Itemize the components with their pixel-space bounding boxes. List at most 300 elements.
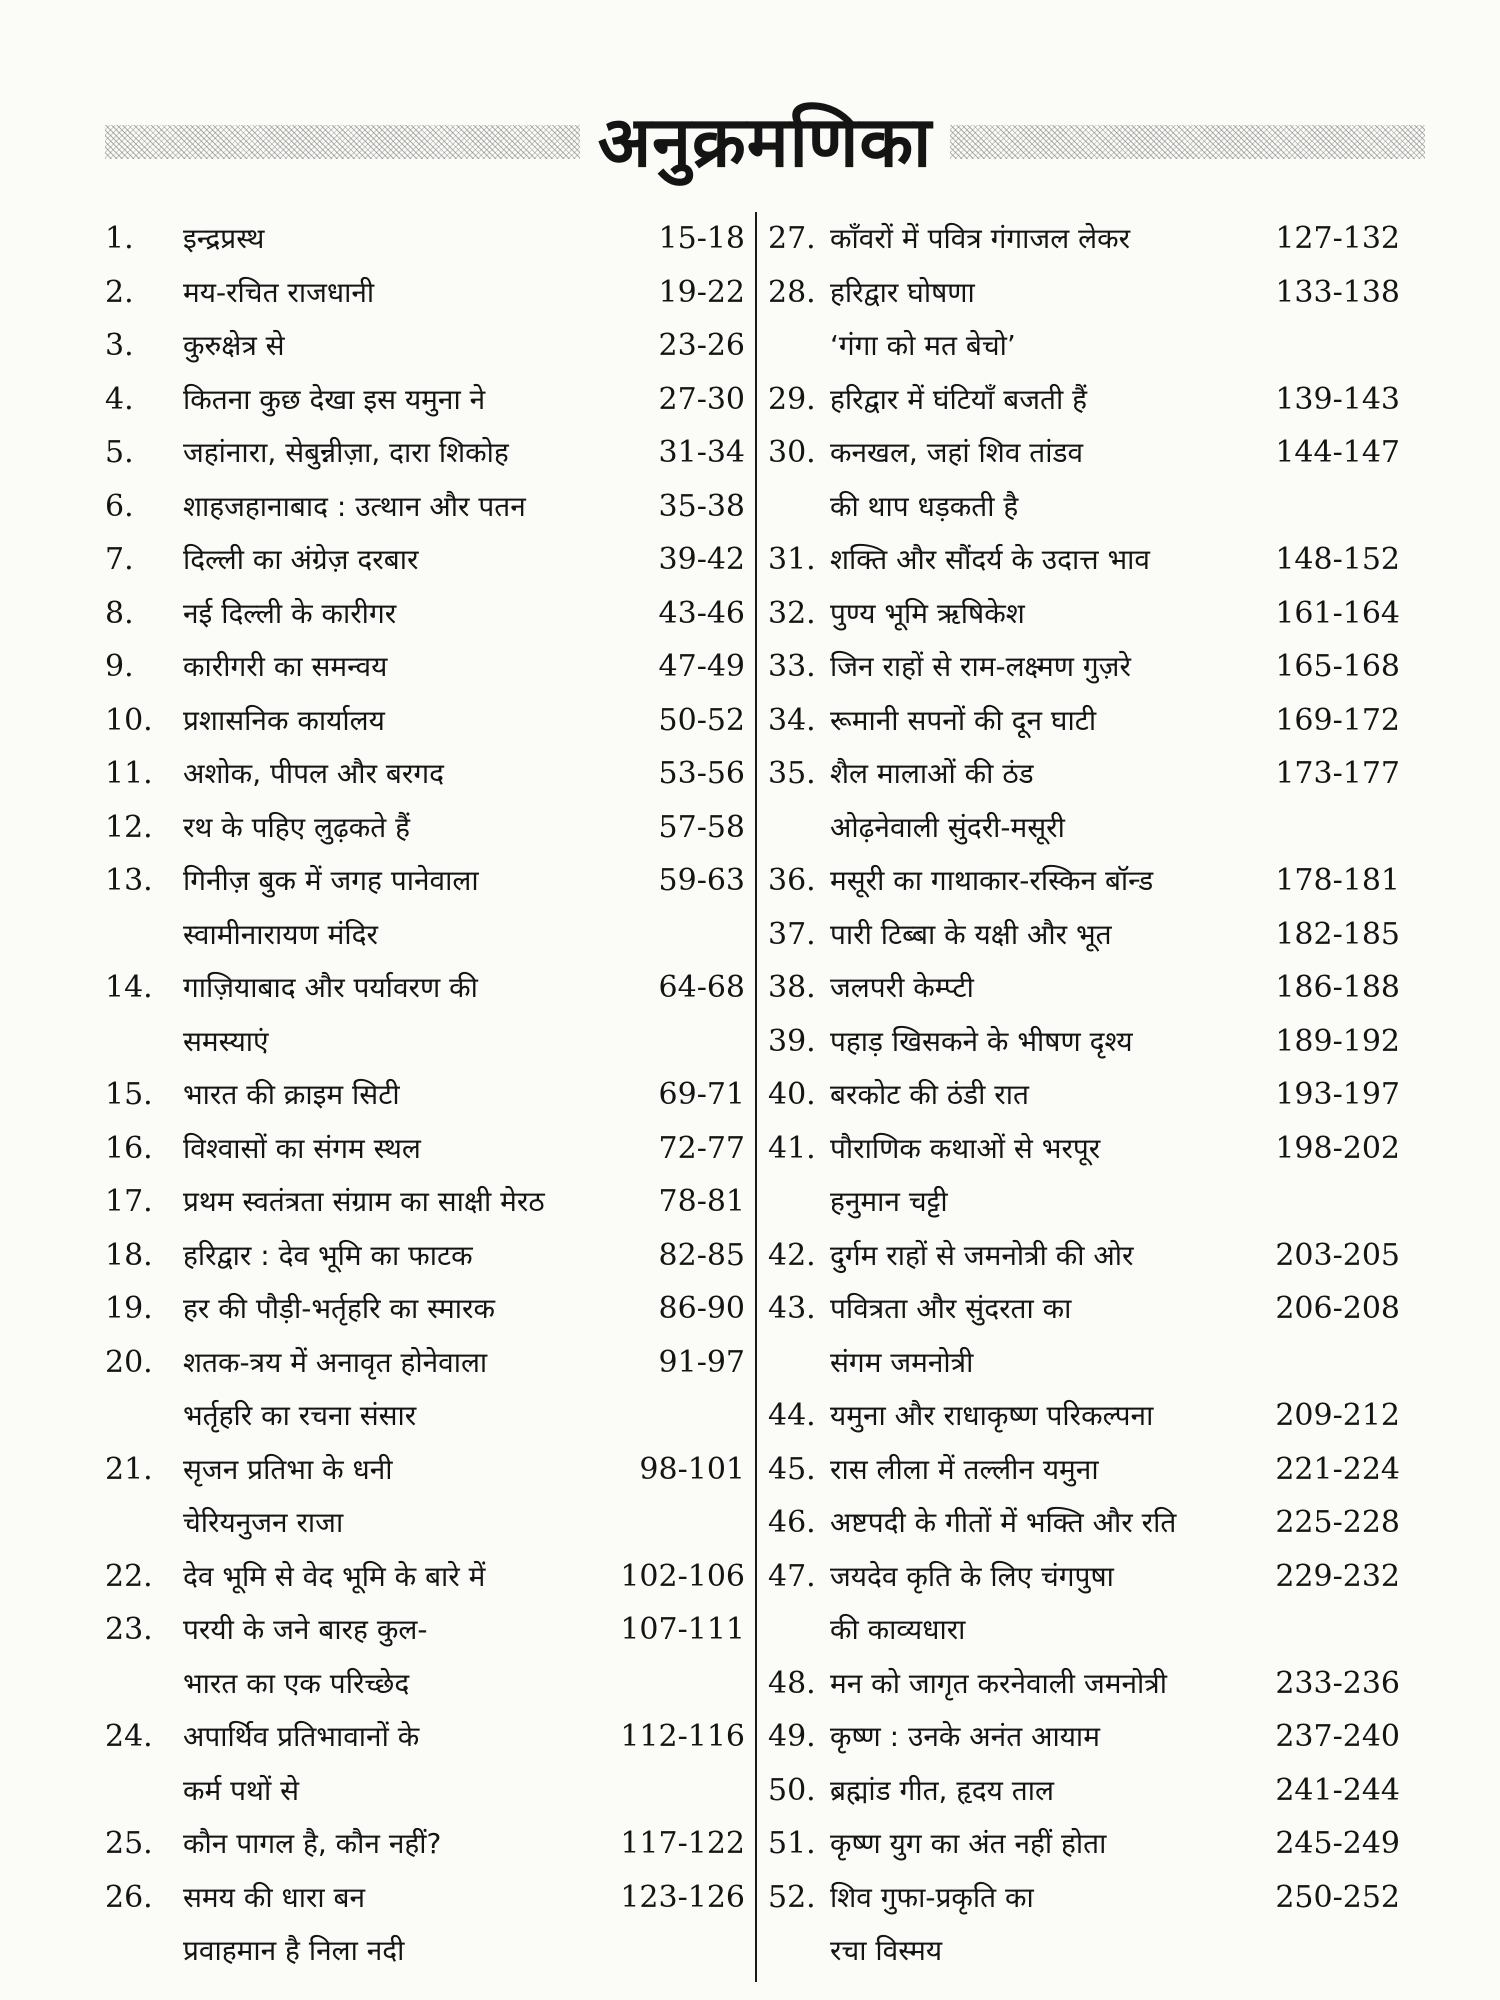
entry-pages: 165-168 xyxy=(1275,649,1400,684)
entry-title: कारीगरी का समन्वय xyxy=(183,650,388,683)
entry-pages: 250-252 xyxy=(1275,1879,1400,1915)
entry-number: 39. xyxy=(768,1023,816,1059)
toc-entry-line xyxy=(768,908,1400,962)
entry-title: ओढ़नेवाली सुंदरी-मसूरी xyxy=(830,810,1065,844)
entry-pages: 43-46 xyxy=(658,595,745,631)
entry-title: समय की धारा बन xyxy=(183,1880,366,1914)
toc-entry-line xyxy=(768,1764,1400,1818)
toc-entry-line xyxy=(105,1496,745,1550)
entry-title: शिव गुफा-प्रकृति का xyxy=(830,1880,1034,1914)
toc-entry-line xyxy=(105,1550,745,1604)
entry-number: 20. xyxy=(105,1344,153,1380)
toc-entry-line xyxy=(105,1871,745,1925)
entry-number: 35. xyxy=(768,756,816,791)
entry-pages: 209-212 xyxy=(1275,1398,1400,1433)
entry-title: कौन पागल है, कौन नहीं? xyxy=(183,1827,442,1860)
toc-entry xyxy=(768,747,1400,854)
entry-pages: 86-90 xyxy=(658,1291,745,1326)
entry-number: 25. xyxy=(105,1826,153,1861)
entry-title: पुण्य भूमि ऋषिकेश xyxy=(830,596,1025,630)
toc-entry xyxy=(768,266,1400,373)
entry-title: शाहजहानाबाद : उत्थान और पतन xyxy=(183,489,526,523)
entry-pages: 57-58 xyxy=(658,809,745,845)
toc-entry-line xyxy=(768,373,1400,427)
entry-number: 12. xyxy=(105,809,153,845)
toc-entry xyxy=(768,1496,1400,1550)
entry-number: 30. xyxy=(768,435,816,470)
toc-entry-line xyxy=(105,373,745,427)
toc-entry-line xyxy=(105,1710,745,1764)
entry-number xyxy=(105,1496,183,1550)
entry-number: 17. xyxy=(105,1184,153,1219)
toc-entry-line xyxy=(105,1175,745,1229)
entry-title: विश्वासों का संगम स्थल xyxy=(183,1131,421,1165)
entry-pages: 186-188 xyxy=(1275,970,1400,1005)
entry-number xyxy=(768,1603,830,1657)
entry-pages: 206-208 xyxy=(1275,1291,1400,1326)
entry-pages: 23-26 xyxy=(658,328,745,363)
toc-entry xyxy=(768,1443,1400,1497)
toc-entry-line xyxy=(768,480,1400,534)
entry-pages: 78-81 xyxy=(658,1184,745,1219)
toc-entry xyxy=(105,1443,745,1550)
entry-pages: 133-138 xyxy=(1275,274,1400,310)
contents-column-left xyxy=(105,212,745,1978)
entry-number: 40. xyxy=(768,1077,816,1112)
entry-pages: 31-34 xyxy=(658,435,745,470)
entry-pages: 102-106 xyxy=(620,1558,745,1594)
entry-pages: 72-77 xyxy=(658,1130,745,1166)
entry-pages: 112-116 xyxy=(620,1719,745,1754)
entry-title: गिनीज़ बुक में जगह पानेवाला xyxy=(183,864,479,897)
entry-number: 13. xyxy=(105,863,153,898)
toc-entry-line xyxy=(768,212,1400,266)
entry-title: स्वामीनारायण मंदिर xyxy=(183,917,378,951)
toc-entry-line xyxy=(768,694,1400,748)
toc-entry-line xyxy=(768,1122,1400,1176)
entry-number: 43. xyxy=(768,1291,816,1326)
entry-number: 16. xyxy=(105,1130,153,1166)
toc-entry-line xyxy=(105,961,745,1015)
toc-entry-line xyxy=(768,1229,1400,1283)
entry-pages: 117-122 xyxy=(620,1826,745,1861)
toc-entry-line xyxy=(105,587,745,641)
entry-pages: 98-101 xyxy=(639,1451,745,1487)
toc-entry xyxy=(105,1282,745,1336)
toc-entry xyxy=(105,373,745,427)
entry-title: रास लीला में तल्लीन यमुना xyxy=(830,1452,1099,1486)
toc-entry xyxy=(105,587,745,641)
toc-entry-line xyxy=(105,854,745,908)
entry-title: ब्रह्मांड गीत, हृदय ताल xyxy=(830,1773,1054,1807)
toc-entry-line xyxy=(768,1175,1400,1229)
entry-pages: 225-228 xyxy=(1275,1505,1400,1540)
entry-pages: 59-63 xyxy=(658,863,745,898)
toc-entry-line xyxy=(105,908,745,962)
entry-number: 27. xyxy=(768,221,816,256)
entry-pages: 107-111 xyxy=(620,1612,745,1647)
entry-title: जहांनारा, सेबुन्नीज़ा, दारा शिकोह xyxy=(183,436,509,469)
toc-entry-line xyxy=(105,1817,745,1871)
entry-pages: 123-126 xyxy=(620,1879,745,1915)
entry-number: 44. xyxy=(768,1398,816,1433)
entry-number: 23. xyxy=(105,1612,153,1647)
toc-entry-line xyxy=(105,694,745,748)
entry-pages: 69-71 xyxy=(658,1077,745,1112)
entry-pages: 53-56 xyxy=(658,756,745,791)
left-hatch-decoration xyxy=(105,125,580,159)
entry-number xyxy=(768,1924,830,1978)
toc-entry xyxy=(105,1068,745,1122)
toc-entry-line xyxy=(768,266,1400,320)
entry-title: हरिद्वार में घंटियाँ बजती हैं xyxy=(830,382,1087,416)
entry-number: 21. xyxy=(105,1451,153,1487)
entry-title: दिल्ली का अंग्रेज़ दरबार xyxy=(183,543,419,576)
toc-entry-line xyxy=(768,587,1400,641)
entry-title: काँवरों में पवित्र गंगाजल लेकर xyxy=(830,222,1131,255)
entry-number: 28. xyxy=(768,274,816,310)
right-hatch-decoration xyxy=(950,125,1425,159)
entry-number xyxy=(105,1389,183,1443)
entry-title: प्रशासनिक कार्यालय xyxy=(183,703,385,737)
toc-entry xyxy=(105,1603,745,1710)
entry-pages: 233-236 xyxy=(1275,1665,1400,1701)
toc-entry xyxy=(105,1229,745,1283)
toc-entry xyxy=(105,426,745,480)
entry-pages: 19-22 xyxy=(658,274,745,310)
entry-pages: 221-224 xyxy=(1275,1451,1400,1487)
toc-entry-line xyxy=(105,266,745,320)
toc-entry xyxy=(768,640,1400,694)
toc-entry-line xyxy=(105,319,745,373)
entry-pages: 27-30 xyxy=(658,381,745,417)
toc-entry xyxy=(105,1122,745,1176)
toc-entry xyxy=(768,1657,1400,1711)
entry-pages: 82-85 xyxy=(658,1237,745,1273)
entry-pages: 182-185 xyxy=(1275,916,1400,952)
entry-number: 48. xyxy=(768,1665,816,1701)
entry-title: मन को जागृत करनेवाली जमनोत्री xyxy=(830,1666,1167,1700)
toc-entry xyxy=(768,533,1400,587)
toc-entry xyxy=(768,1122,1400,1229)
entry-number xyxy=(105,908,183,962)
toc-entry-line xyxy=(105,426,745,480)
entry-title: कुरुक्षेत्र से xyxy=(183,329,285,362)
entry-title: प्रथम स्वतंत्रता संग्राम का साक्षी मेरठ xyxy=(183,1185,545,1218)
entry-title: प्रवाहमान है निला नदी xyxy=(183,1934,405,1967)
toc-entry-line xyxy=(768,640,1400,694)
entry-number xyxy=(105,1764,183,1818)
entry-title: जलपरी केम्प्टी xyxy=(830,971,974,1004)
entry-pages: 169-172 xyxy=(1275,702,1400,738)
toc-entry xyxy=(768,1817,1400,1871)
entry-title: अपार्थिव प्रतिभावानों के xyxy=(183,1720,420,1753)
toc-entry xyxy=(105,961,745,1068)
toc-entry-line xyxy=(105,533,745,587)
toc-entry-line xyxy=(768,1282,1400,1336)
toc-entry xyxy=(105,1336,745,1443)
toc-entry xyxy=(105,533,745,587)
toc-entry xyxy=(105,1175,745,1229)
entry-number: 38. xyxy=(768,970,816,1005)
entry-title: यमुना और राधाकृष्ण परिकल्पना xyxy=(830,1399,1154,1432)
toc-entry xyxy=(105,747,745,801)
entry-number: 41. xyxy=(768,1130,816,1166)
entry-title: पारी टिब्बा के यक्षी और भूत xyxy=(830,917,1112,951)
entry-title: शतक-त्रय में अनावृत होनेवाला xyxy=(183,1345,488,1379)
toc-entry xyxy=(105,694,745,748)
entry-title: शक्ति और सौंदर्य के उदात्त भाव xyxy=(830,543,1150,576)
column-divider xyxy=(755,212,757,1982)
entry-title: रथ के पहिए लुढ़कते हैं xyxy=(183,810,411,844)
entry-number: 9. xyxy=(105,649,134,684)
entry-number: 42. xyxy=(768,1237,816,1273)
entry-number: 32. xyxy=(768,595,816,631)
entry-title: की काव्यधारा xyxy=(830,1613,966,1646)
toc-entry xyxy=(768,1871,1400,1978)
entry-title: की थाप धड़कती है xyxy=(830,489,1019,523)
entry-number: 52. xyxy=(768,1879,816,1915)
toc-entry-line xyxy=(768,1657,1400,1711)
entry-title: हर की पौड़ी-भर्तृहरि का स्मारक xyxy=(183,1292,495,1325)
entry-title: हरिद्वार : देव भूमि का फाटक xyxy=(183,1238,473,1272)
entry-pages: 127-132 xyxy=(1275,221,1400,256)
entry-title: इन्द्रप्रस्थ xyxy=(183,222,265,255)
entry-pages: 39-42 xyxy=(658,542,745,577)
entry-title: शैल मालाओं की ठंड xyxy=(830,757,1034,790)
toc-entry xyxy=(768,1550,1400,1657)
entry-number xyxy=(768,319,830,373)
entry-title: भारत की क्राइम सिटी xyxy=(183,1078,400,1111)
toc-entry xyxy=(768,587,1400,641)
toc-entry xyxy=(105,319,745,373)
entry-number xyxy=(768,480,830,534)
entry-title: संगम जमनोत्री xyxy=(830,1345,974,1379)
toc-entry-line xyxy=(768,1550,1400,1604)
toc-entry xyxy=(105,801,745,855)
entry-title: दुर्गम राहों से जमनोत्री की ओर xyxy=(830,1238,1134,1272)
entry-title: समस्याएं xyxy=(183,1024,269,1058)
entry-number: 51. xyxy=(768,1826,816,1861)
entry-number: 34. xyxy=(768,702,816,738)
entry-pages: 148-152 xyxy=(1275,542,1400,577)
entry-pages: 241-244 xyxy=(1275,1772,1400,1808)
toc-entry-line xyxy=(768,319,1400,373)
toc-entry-line xyxy=(105,1603,745,1657)
toc-entry-line xyxy=(105,1389,745,1443)
entry-pages: 35-38 xyxy=(658,488,745,524)
entry-title: ‘गंगा को मत बेचो’ xyxy=(830,329,1016,362)
entry-number: 15. xyxy=(105,1077,153,1112)
toc-entry-line xyxy=(768,1924,1400,1978)
entry-title: गाज़ियाबाद और पर्यावरण की xyxy=(183,971,478,1004)
entry-pages: 161-164 xyxy=(1275,595,1400,631)
entry-number: 6. xyxy=(105,488,134,524)
toc-entry-line xyxy=(768,533,1400,587)
entry-pages: 91-97 xyxy=(658,1344,745,1380)
entry-number: 1. xyxy=(105,221,134,256)
entry-number: 46. xyxy=(768,1505,816,1540)
entry-pages: 50-52 xyxy=(658,702,745,738)
toc-entry-line xyxy=(768,961,1400,1015)
toc-entry-line xyxy=(105,212,745,266)
entry-pages: 47-49 xyxy=(658,649,745,684)
toc-entry-line xyxy=(105,1068,745,1122)
entry-number: 4. xyxy=(105,381,134,417)
entry-pages: 178-181 xyxy=(1275,863,1400,898)
toc-entry-line xyxy=(105,1657,745,1711)
entry-number: 3. xyxy=(105,328,134,363)
entry-pages: 173-177 xyxy=(1275,756,1400,791)
entry-title: कृष्ण : उनके अनंत आयाम xyxy=(830,1720,1100,1753)
entry-pages: 15-18 xyxy=(658,221,745,256)
entry-pages: 237-240 xyxy=(1275,1719,1400,1754)
entry-title: भारत का एक परिच्छेद xyxy=(183,1666,410,1700)
toc-entry xyxy=(768,212,1400,266)
contents-column-right xyxy=(768,212,1400,1978)
toc-entry-line xyxy=(768,1443,1400,1497)
entry-pages: 189-192 xyxy=(1275,1023,1400,1059)
toc-entry-line xyxy=(768,747,1400,801)
entry-title: कर्म पथों से xyxy=(183,1773,300,1807)
toc-entry-line xyxy=(768,1015,1400,1069)
toc-entry-line xyxy=(105,801,745,855)
toc-entry xyxy=(768,1068,1400,1122)
entry-title: मय-रचित राजधानी xyxy=(183,275,375,309)
toc-entry-line xyxy=(768,1603,1400,1657)
entry-title: अष्टपदी के गीतों में भक्ति और रति xyxy=(830,1506,1177,1539)
entry-number: 36. xyxy=(768,863,816,898)
entry-title: पवित्रता और सुंदरता का xyxy=(830,1292,1072,1325)
entry-pages: 245-249 xyxy=(1275,1826,1400,1861)
toc-entry-line xyxy=(768,1068,1400,1122)
entry-title: कनखल, जहां शिव तांडव xyxy=(830,436,1084,469)
toc-entry-line xyxy=(105,747,745,801)
toc-entry xyxy=(768,1229,1400,1283)
entry-number: 11. xyxy=(105,756,153,791)
toc-entry-line xyxy=(768,426,1400,480)
toc-entry xyxy=(768,426,1400,533)
entry-pages: 229-232 xyxy=(1275,1558,1400,1594)
page-header xyxy=(105,92,1425,192)
entry-title: मसूरी का गाथाकार-रस्किन बॉन्ड xyxy=(830,864,1154,897)
toc-entry-line xyxy=(768,1496,1400,1550)
toc-entry-line xyxy=(768,1710,1400,1764)
entry-title: देव भूमि से वेद भूमि के बारे में xyxy=(183,1559,486,1593)
entry-number: 47. xyxy=(768,1558,816,1594)
entry-number: 19. xyxy=(105,1291,153,1326)
entry-pages: 203-205 xyxy=(1275,1237,1400,1273)
toc-entry-line xyxy=(105,1282,745,1336)
toc-entry xyxy=(105,1550,745,1604)
toc-entry xyxy=(768,1389,1400,1443)
toc-entry-line xyxy=(105,1336,745,1390)
toc-entry xyxy=(105,480,745,534)
toc-entry-line xyxy=(105,1764,745,1818)
entry-title: भर्तृहरि का रचना संसार xyxy=(183,1399,417,1432)
entry-title: अशोक, पीपल और बरगद xyxy=(183,757,445,790)
toc-entry xyxy=(105,266,745,320)
toc-entry xyxy=(768,373,1400,427)
entry-title: पौराणिक कथाओं से भरपूर xyxy=(830,1131,1101,1165)
entry-number: 7. xyxy=(105,542,134,577)
entry-title: बरकोट की ठंडी रात xyxy=(830,1078,1029,1111)
entry-number: 45. xyxy=(768,1451,816,1487)
toc-entry-line xyxy=(768,801,1400,855)
toc-entry-line xyxy=(105,1122,745,1176)
toc-entry-line xyxy=(768,1336,1400,1390)
toc-entry xyxy=(768,961,1400,1015)
entry-pages: 139-143 xyxy=(1275,381,1400,417)
entry-title: परयी के जने बारह कुल- xyxy=(183,1613,428,1646)
entry-number: 26. xyxy=(105,1879,153,1915)
entry-number: 37. xyxy=(768,916,816,952)
toc-entry xyxy=(105,1871,745,1978)
toc-entry xyxy=(105,1710,745,1817)
entry-title: रचा विस्मय xyxy=(830,1934,943,1967)
entry-number: 31. xyxy=(768,542,816,577)
entry-title: पहाड़ खिसकने के भीषण दृश्य xyxy=(830,1024,1133,1058)
toc-entry xyxy=(105,854,745,961)
toc-entry xyxy=(768,1015,1400,1069)
toc-entry-line xyxy=(768,1871,1400,1925)
entry-number xyxy=(105,1924,183,1978)
toc-entry-line xyxy=(105,1229,745,1283)
entry-number: 22. xyxy=(105,1558,153,1594)
toc-entry xyxy=(105,1817,745,1871)
toc-entry xyxy=(768,694,1400,748)
entry-title: हरिद्वार घोषणा xyxy=(830,275,975,309)
entry-number xyxy=(768,1336,830,1390)
entry-number: 2. xyxy=(105,274,134,310)
entry-number: 33. xyxy=(768,649,816,684)
toc-entry xyxy=(768,908,1400,962)
entry-number xyxy=(768,1175,830,1229)
entry-number: 29. xyxy=(768,381,816,417)
entry-title: सृजन प्रतिभा के धनी xyxy=(183,1452,393,1486)
toc-entry xyxy=(105,212,745,266)
toc-entry xyxy=(105,640,745,694)
page-title: अनुक्रमणिका xyxy=(597,101,933,183)
entry-title: नई दिल्ली के कारीगर xyxy=(183,596,397,630)
entry-title: चेरियनुजन राजा xyxy=(183,1506,344,1539)
entry-number: 5. xyxy=(105,435,134,470)
entry-number: 10. xyxy=(105,702,153,738)
entry-title: रूमानी सपनों की दून घाटी xyxy=(830,703,1097,737)
entry-title: जिन राहों से राम-लक्ष्मण गुज़रे xyxy=(830,650,1131,683)
toc-entry-line xyxy=(105,1443,745,1497)
toc-entry xyxy=(768,854,1400,908)
entry-number: 49. xyxy=(768,1719,816,1754)
toc-entry-line xyxy=(105,1015,745,1069)
entry-number xyxy=(768,801,830,855)
entry-title: जयदेव कृति के लिए चंगपुषा xyxy=(830,1559,1114,1593)
toc-entry xyxy=(768,1764,1400,1818)
entry-number xyxy=(105,1015,183,1069)
toc-entry xyxy=(768,1710,1400,1764)
toc-entry-line xyxy=(105,480,745,534)
entry-title: कृष्ण युग का अंत नहीं होता xyxy=(830,1827,1107,1860)
entry-number: 14. xyxy=(105,970,153,1005)
toc-entry-line xyxy=(768,1389,1400,1443)
toc-entry xyxy=(768,1282,1400,1389)
entry-number: 8. xyxy=(105,595,134,631)
entry-pages: 144-147 xyxy=(1275,435,1400,470)
toc-entry-line xyxy=(105,1924,745,1978)
entry-title: हनुमान चट्टी xyxy=(830,1185,948,1218)
toc-entry-line xyxy=(768,854,1400,908)
entry-pages: 193-197 xyxy=(1275,1077,1400,1112)
